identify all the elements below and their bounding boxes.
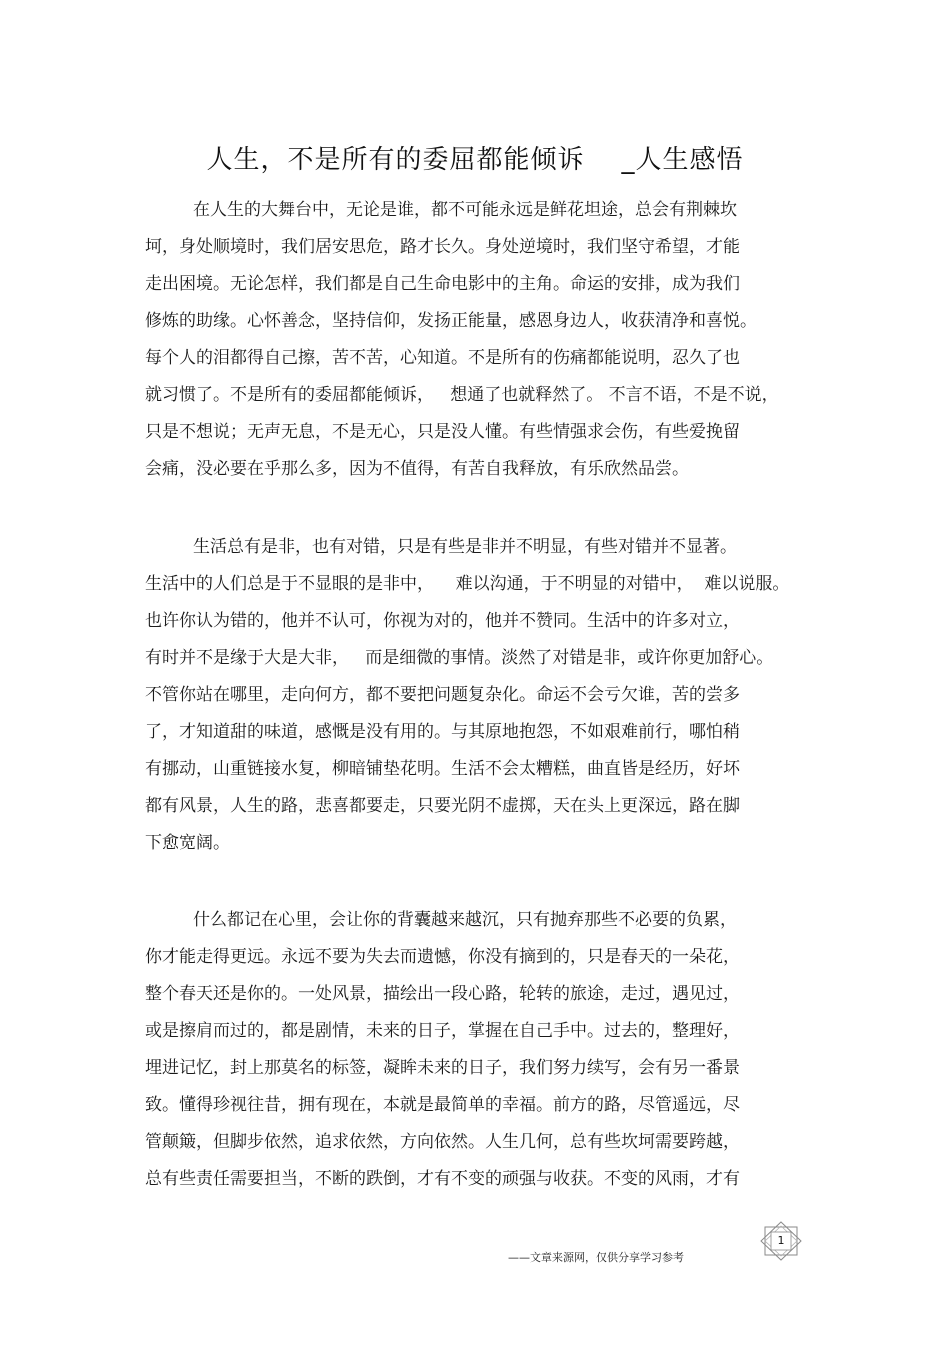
paragraph-line: 在人生的大舞台中，无论是谁，都不可能永远是鲜花坦途，总会有荆棘坎 bbox=[193, 200, 737, 220]
paragraph-line: 每个人的泪都得自己擦，苦不苦，心知道。不是所有的伤痛都能说明，忍久了也 bbox=[145, 348, 740, 368]
paragraph-line: 修炼的助缘。心怀善念，坚持信仰，发扬正能量，感恩身边人，收获清净和喜悦。 bbox=[145, 311, 757, 331]
paragraph-line: 也许你认为错的，他并不认可，你视为对的，他并不赞同。生活中的许多对立， bbox=[145, 611, 740, 631]
source-footnote: ——文章来源网，仅供分享学习参考 bbox=[508, 1251, 684, 1264]
paragraph-line: 生活中的人们总是于不显眼的是非中， 难以沟通，于不明显的对错中， 难以说服。 bbox=[145, 574, 790, 594]
paragraph-line: 会痛，没必要在乎那么多，因为不值得，有苦自我释放，有乐欣然品尝。 bbox=[145, 459, 689, 479]
page-number-badge bbox=[757, 1220, 805, 1262]
page-number: 1 bbox=[777, 1234, 785, 1247]
paragraph-line: 或是擦肩而过的，都是剧情，未来的日子，掌握在自己手中。过去的，整理好， bbox=[145, 1021, 740, 1041]
paragraph-line: 管颠簸，但脚步依然，追求依然，方向依然。人生几何，总有些坎坷需要跨越， bbox=[145, 1132, 740, 1152]
paragraph-line: 下愈宽阔。 bbox=[145, 833, 230, 853]
paragraph-line: 坷，身处顺境时，我们居安思危，路才长久。身处逆境时，我们坚守希望，才能 bbox=[145, 237, 740, 257]
paragraph-line: 就习惯了。不是所有的委屈都能倾诉， 想通了也就释然了。 不言不语，不是不说， bbox=[145, 385, 779, 405]
paragraph-line: 有挪动，山重链接水复，柳暗铺垫花明。生活不会太糟糕，曲直皆是经历，好坏 bbox=[145, 759, 740, 779]
paragraph-line: 只是不想说；无声无息，不是无心，只是没人懂。有些情强求会伤，有些爱挽留 bbox=[145, 422, 740, 442]
paragraph-line: 走出困境。无论怎样，我们都是自己生命电影中的主角。命运的安排，成为我们 bbox=[145, 274, 740, 294]
paragraph-line: 你才能走得更远。永远不要为失去而遗憾，你没有摘到的，只是春天的一朵花， bbox=[145, 947, 740, 967]
paragraph-line: 整个春天还是你的。一处风景，描绘出一段心路，轮转的旅途，走过，遇见过， bbox=[145, 984, 740, 1004]
paragraph-line: 生活总有是非，也有对错，只是有些是非并不明显，有些对错并不显著。 bbox=[193, 537, 737, 557]
page-title: 人生，不是所有的委屈都能倾诉 _人生感悟 bbox=[206, 145, 744, 175]
paragraph-line: 什么都记在心里，会让你的背囊越来越沉，只有抛弃那些不必要的负累， bbox=[193, 910, 737, 930]
paragraph-line: 了，才知道甜的味道，感慨是没有用的。与其原地抱怨，不如艰难前行，哪怕稍 bbox=[145, 722, 740, 742]
paragraph-line: 埋进记忆，封上那莫名的标签，凝眸未来的日子，我们努力续写，会有另一番景 bbox=[145, 1058, 740, 1078]
paragraph-line: 都有风景，人生的路，悲喜都要走，只要光阴不虚掷，天在头上更深远，路在脚 bbox=[145, 796, 740, 816]
paragraph-line: 不管你站在哪里，走向何方，都不要把问题复杂化。命运不会亏欠谁，苦的尝多 bbox=[145, 685, 740, 705]
paragraph-line: 总有些责任需要担当，不断的跌倒，才有不变的顽强与收获。不变的风雨，才有 bbox=[145, 1169, 740, 1189]
paragraph-line: 有时并不是缘于大是大非， 而是细微的事情。淡然了对错是非，或许你更加舒心。 bbox=[145, 648, 774, 668]
paragraph-line: 致。懂得珍视往昔，拥有现在，本就是最简单的幸福。前方的路，尽管遥远，尽 bbox=[145, 1095, 740, 1115]
